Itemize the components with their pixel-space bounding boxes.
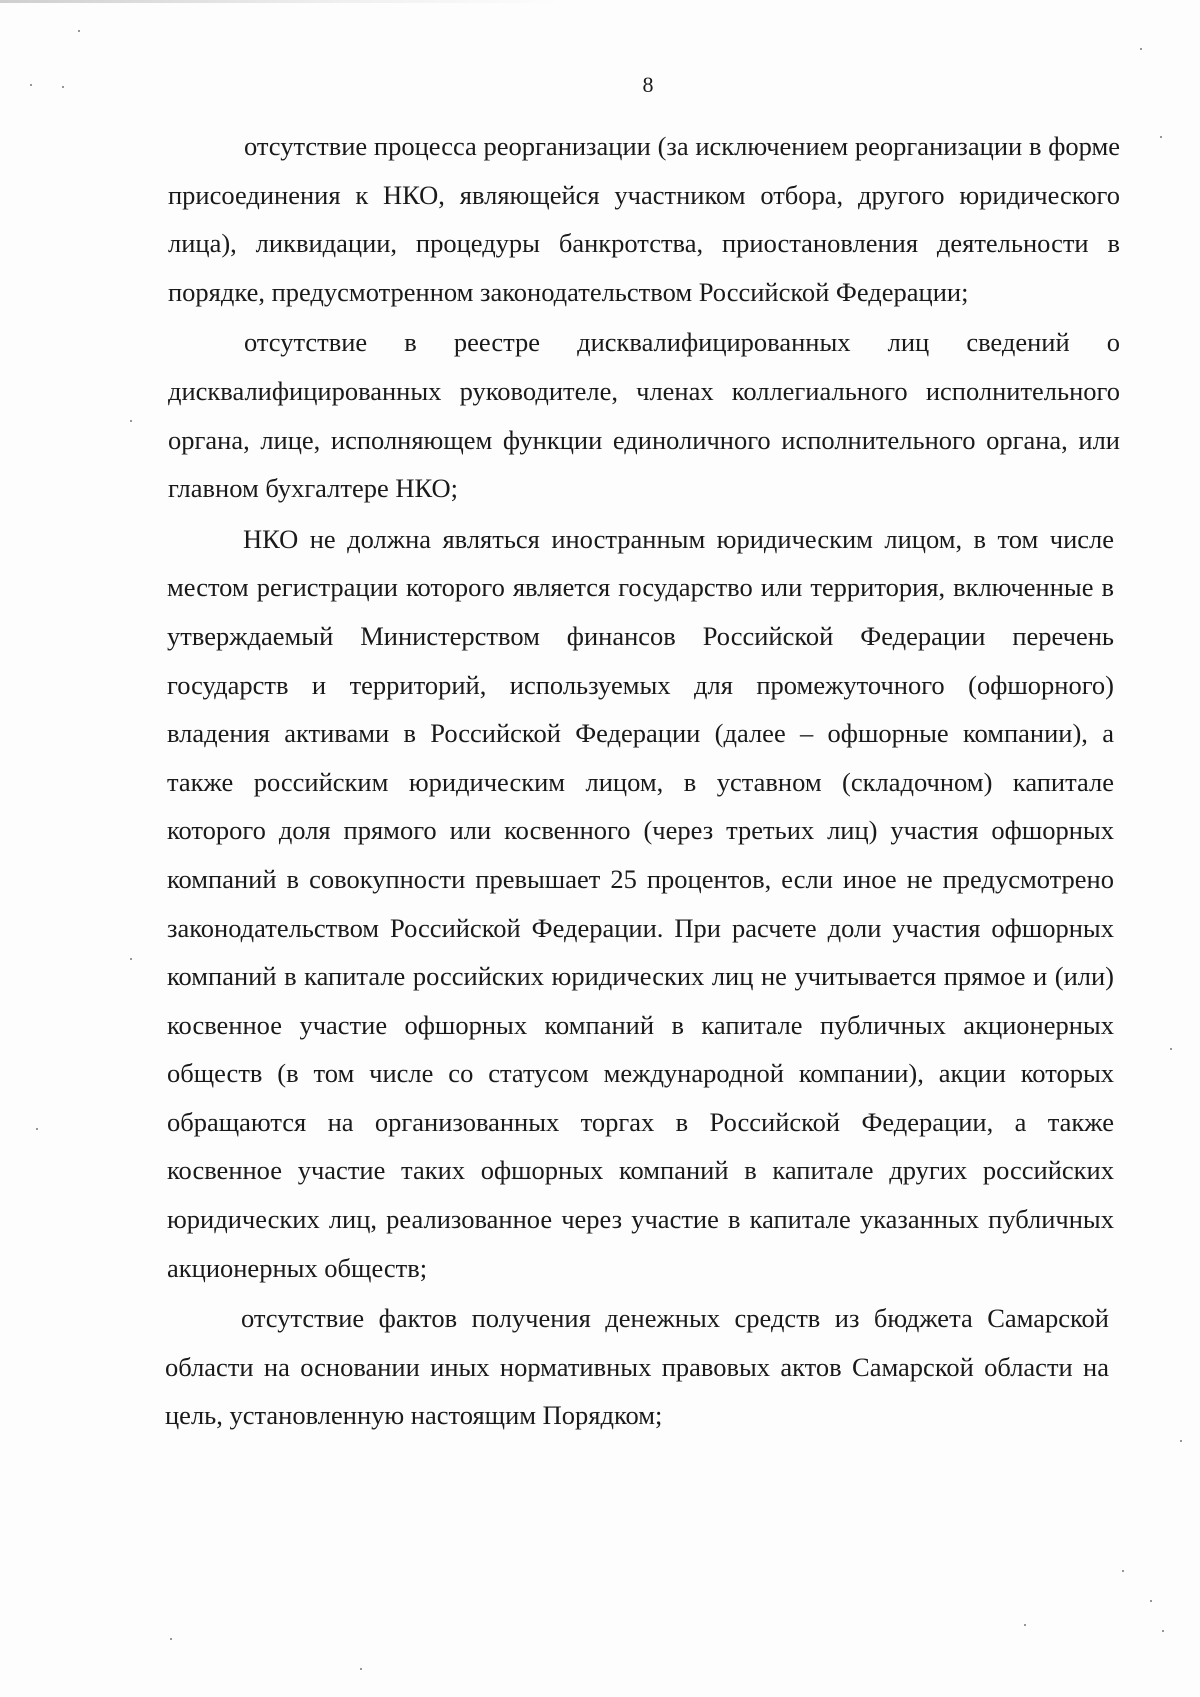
paragraph-budget-funds: отсутствие фактов получения денежных средств из бюджета Самарской области на основании иных нормативных правовых актов Самарской области на цель, установленную настоящим Порядком; — [165, 1303, 1109, 1431]
scan-speck — [1140, 48, 1142, 50]
scan-speck — [1160, 136, 1162, 138]
paragraph-reorganization: отсутствие процесса реорганизации (за исключением реорганизации в форме присоединения к НКО, являющейся участником отбора, другого юридического лица), ликвидации, процедуры банкротства, приостановления деятельности в порядке, предусмотренном законодательством Российской Федерации; — [168, 131, 1120, 307]
scan-speck — [62, 86, 64, 88]
scan-speck — [78, 30, 80, 32]
paragraph-disqualified-persons: отсутствие в реестре дисквалифицированных лиц сведений о дисквалифицированных руководителе, членах коллегиального исполнительного органа, лице, исполняющем функции единоличного исполнительного органа, или главном бухгалтере НКО; — [168, 327, 1120, 504]
scan-speck — [1162, 1630, 1164, 1632]
scan-speck — [130, 420, 132, 422]
scan-speck — [1170, 1048, 1172, 1050]
scan-speck — [1024, 1624, 1026, 1626]
scan-speck — [30, 84, 32, 86]
scan-speck — [170, 1638, 172, 1640]
scan-speck — [1150, 1600, 1152, 1602]
scan-speck — [360, 1668, 362, 1670]
document-body — [165, 122, 1120, 1442]
paragraph-offshore-companies: НКО не должна являться иностранным юридическим лицом, в том числе местом регистрации которого является государство или территория, включенные в утверждаемый Министерством финансов Российской Федерации перечень государств и территорий, используемых для промежуточного (офшорного) владения активами в Российской Федерации (далее – офшорные компании), а также российским юридическим лицом, в уставном (складочном) капитале которого доля прямого или косвенного (через третьих лиц) участия офшорных компаний в совокупности превышает 25 процентов, если иное не предусмотрено законодательством Российской Федерации. При расчете доли участия офшорных компаний в капитале российских юридических лиц не учитывается прямое и (или) косвенное участие офшорных компаний в капитале публичных акционерных обществ (в том числе со статусом международной компании), акции которых обращаются на организованных торгах в Российской Федерации, а также косвенное участие таких офшорных компаний в капитале других российских юридических лиц, реализованное через участие в капитале указанных публичных акционерных обществ; — [167, 523, 1114, 1283]
scan-speck — [1180, 1440, 1182, 1442]
scan-speck — [1122, 1570, 1124, 1572]
scan-speck — [130, 958, 132, 960]
scan-speck — [36, 1128, 38, 1130]
scan-artifact — [0, 0, 560, 3]
page-number: 8 — [642, 72, 654, 97]
